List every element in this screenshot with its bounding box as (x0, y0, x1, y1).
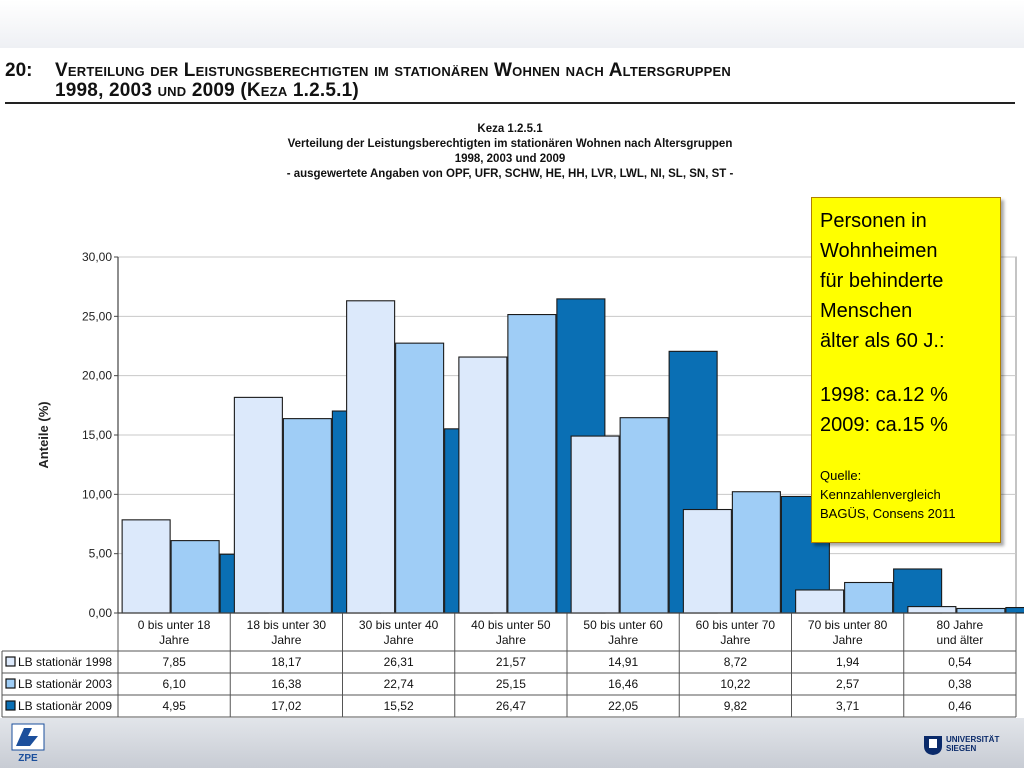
data-label: 22,74 (383, 677, 414, 691)
bar (347, 301, 395, 613)
bar (732, 492, 780, 613)
category-label: Jahre (832, 633, 863, 647)
category-label: 70 bis unter 80 (807, 618, 888, 632)
data-label: 21,57 (495, 655, 526, 669)
bar (122, 520, 170, 613)
university-shield-icon (922, 734, 944, 756)
y-tick-label: 5,00 (88, 546, 112, 561)
category-label: Jahre (495, 633, 526, 647)
bar (459, 357, 507, 613)
data-label: 14,91 (608, 655, 639, 669)
data-label: 9,82 (723, 699, 748, 713)
bar (234, 397, 282, 613)
data-label: 25,15 (495, 677, 526, 691)
data-label: 0,38 (948, 677, 972, 691)
zpe-logo (10, 722, 46, 764)
data-label: 26,31 (383, 655, 414, 669)
category-label: Jahre (383, 633, 414, 647)
legend-label: LB stationär 1998 (18, 655, 113, 669)
bar (171, 541, 219, 613)
y-tick-label: 10,00 (81, 487, 112, 502)
note-line2: Wohnheimen (820, 240, 938, 262)
legend-label: LB stationär 2003 (18, 677, 113, 691)
data-label: 3,71 (835, 699, 860, 713)
bar (620, 418, 668, 613)
chart-header-line2: Verteilung der Leistungsberechtigten im stationären Wohnen nach Altersgruppen (287, 138, 733, 150)
zpe-logo-icon (10, 722, 46, 764)
y-axis-label: Anteile (%) (36, 401, 51, 469)
category-label: 40 bis unter 50 (471, 618, 551, 632)
legend-label: LB stationär 2009 (18, 699, 113, 713)
data-label: 18,17 (271, 655, 302, 669)
data-label: 10,22 (720, 677, 751, 691)
data-label: 26,47 (495, 699, 526, 713)
slide-number: 20: (5, 60, 33, 81)
category-label: 0 bis unter 18 (137, 618, 211, 632)
bar (908, 607, 956, 613)
y-tick-label: 20,00 (81, 368, 112, 383)
data-label: 17,02 (271, 699, 302, 713)
category-label: 80 Jahre (936, 618, 984, 632)
y-tick-label: 0,00 (88, 606, 112, 620)
category-label: 30 bis unter 40 (358, 618, 439, 632)
category-label: 50 bis unter 60 (583, 618, 663, 632)
zpe-logo-text: ZPE (18, 753, 38, 764)
category-label: und älter (936, 633, 984, 647)
data-label: 1,94 (835, 655, 860, 669)
legend-swatch (6, 657, 15, 666)
y-tick-label: 25,00 (81, 309, 112, 324)
data-label: 0,46 (948, 699, 972, 713)
note-source2: Kennzahlenvergleich (820, 487, 941, 502)
category-label: Jahre (608, 633, 639, 647)
bar (845, 583, 893, 613)
bar (683, 510, 731, 613)
data-label: 0,54 (948, 655, 972, 669)
data-label: 16,38 (271, 677, 302, 691)
slide-title-line2: 1998, 2003 und 2009 (Keza 1.2.5.1) (55, 80, 359, 101)
data-label: 2,57 (835, 677, 860, 691)
category-label: Jahre (720, 633, 751, 647)
university-logo (922, 734, 1012, 756)
bar (508, 315, 556, 613)
bar (283, 419, 331, 613)
bar (396, 343, 444, 613)
data-label: 7,85 (162, 655, 186, 669)
note-box (811, 197, 1001, 543)
note-source (820, 466, 992, 523)
category-label: 60 bis unter 70 (695, 618, 776, 632)
note-line5: älter als 60 J.: (820, 330, 945, 352)
slide-title-line1: Verteilung der Leistungsberechtigten im stationären Wohnen nach Altersgruppen (55, 60, 731, 81)
category-label: Jahre (159, 633, 190, 647)
bar (1006, 608, 1024, 613)
university-name-line1: UNIVERSITÄT (946, 735, 1000, 744)
y-tick-label: 30,00 (81, 250, 112, 264)
note-line4: Menschen (820, 300, 913, 322)
chart-header-line3: 1998, 2003 und 2009 (454, 153, 566, 165)
chart-header-line4: - ausgewertete Angaben von OPF, UFR, SCHW, HE, HH, LVR, LWL, NI, SL, SN, ST - (286, 168, 734, 180)
chart-header-line1: Keza 1.2.5.1 (477, 123, 543, 135)
bar (796, 590, 844, 613)
legend-swatch (6, 701, 15, 710)
note-line3: für behinderte (820, 270, 944, 292)
category-label: 18 bis unter 30 (246, 618, 327, 632)
footer-bar (0, 718, 1024, 768)
data-label: 16,46 (608, 677, 639, 691)
note-line6: 1998: ca.12 % (820, 384, 948, 406)
university-name-line2: SIEGEN (946, 744, 977, 753)
data-label: 22,05 (608, 699, 639, 713)
legend-swatch (6, 679, 15, 688)
data-label: 4,95 (162, 699, 186, 713)
bar (957, 608, 1005, 613)
note-source3: BAGÜS, Consens 2011 (820, 506, 956, 521)
note-line1: Personen in (820, 210, 927, 232)
data-label: 8,72 (723, 655, 748, 669)
note-source1: Quelle: (820, 468, 862, 483)
category-label: Jahre (271, 633, 302, 647)
data-label: 15,52 (383, 699, 414, 713)
y-tick-label: 15,00 (81, 428, 112, 442)
data-label: 6,10 (162, 677, 186, 691)
bar (571, 436, 619, 613)
note-line7: 2009: ca.15 % (820, 414, 948, 436)
